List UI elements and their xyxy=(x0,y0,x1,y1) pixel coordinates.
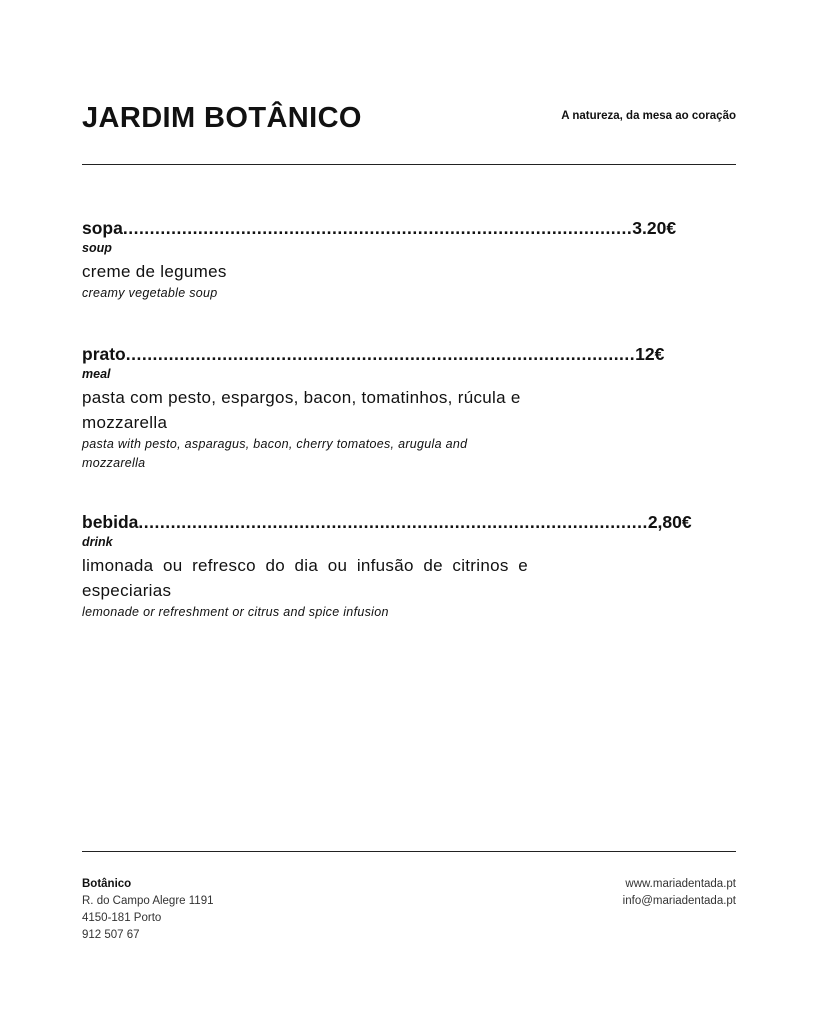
menu-item-meal xyxy=(82,342,665,473)
footer-street-address: R. do Campo Alegre 1191 xyxy=(82,895,214,907)
menu-item-description-english: creamy vegetable soup xyxy=(82,286,218,300)
menu-item-price: 3.20€ xyxy=(632,218,677,238)
menu-item-description: pasta com pesto, espargos, bacon, tomatinhos, rúcula e mozzarella xyxy=(82,388,521,432)
dot-leader: ............................................................................................... xyxy=(122,218,633,238)
menu-item-description-english: lemonade or refreshment or citrus and spice infusion xyxy=(82,605,389,619)
menu-item-name: sopa xyxy=(82,218,123,238)
menu-item-description-english: pasta with pesto, asparagus, bacon, cherry tomatoes, arugula and mozzarella xyxy=(82,437,468,470)
footer-email: info@mariadentada.pt xyxy=(622,895,736,907)
footer-postal-city: 4150-181 Porto xyxy=(82,912,162,924)
footer-divider xyxy=(82,851,736,852)
menu-item-translation: meal xyxy=(82,367,111,381)
footer-website: www.mariadentada.pt xyxy=(625,878,736,890)
dot-leader: ............................................................................................... xyxy=(125,344,636,364)
menu-item-description: limonada ou refresco do dia ou infusão de citrinos e especiarias xyxy=(82,556,528,600)
menu-item-translation: soup xyxy=(82,241,112,255)
dot-leader: ............................................................................................... xyxy=(138,512,648,532)
header-divider xyxy=(82,164,736,165)
menu-item-soup xyxy=(82,216,677,303)
menu-header xyxy=(82,98,736,138)
menu-item-name: prato xyxy=(82,344,126,364)
restaurant-tagline: A natureza, da mesa ao coração xyxy=(561,110,736,122)
menu-item-name: bebida xyxy=(82,512,139,532)
menu-item-price: 2,80€ xyxy=(647,512,692,532)
menu-item-description: creme de legumes xyxy=(82,262,227,281)
menu-item-translation: drink xyxy=(82,535,113,549)
footer-phone: 912 507 67 xyxy=(82,929,140,941)
menu-item-heading xyxy=(82,342,665,366)
footer-address-block xyxy=(82,876,213,944)
restaurant-title: JARDIM BOTÂNICO xyxy=(82,102,362,134)
menu-item-drink xyxy=(82,510,692,622)
menu-item-price: 12€ xyxy=(635,344,665,364)
footer-business-name: Botânico xyxy=(82,878,132,890)
footer-contact-block xyxy=(623,876,736,910)
menu-item-heading xyxy=(82,510,692,534)
menu-item-heading xyxy=(82,216,677,240)
